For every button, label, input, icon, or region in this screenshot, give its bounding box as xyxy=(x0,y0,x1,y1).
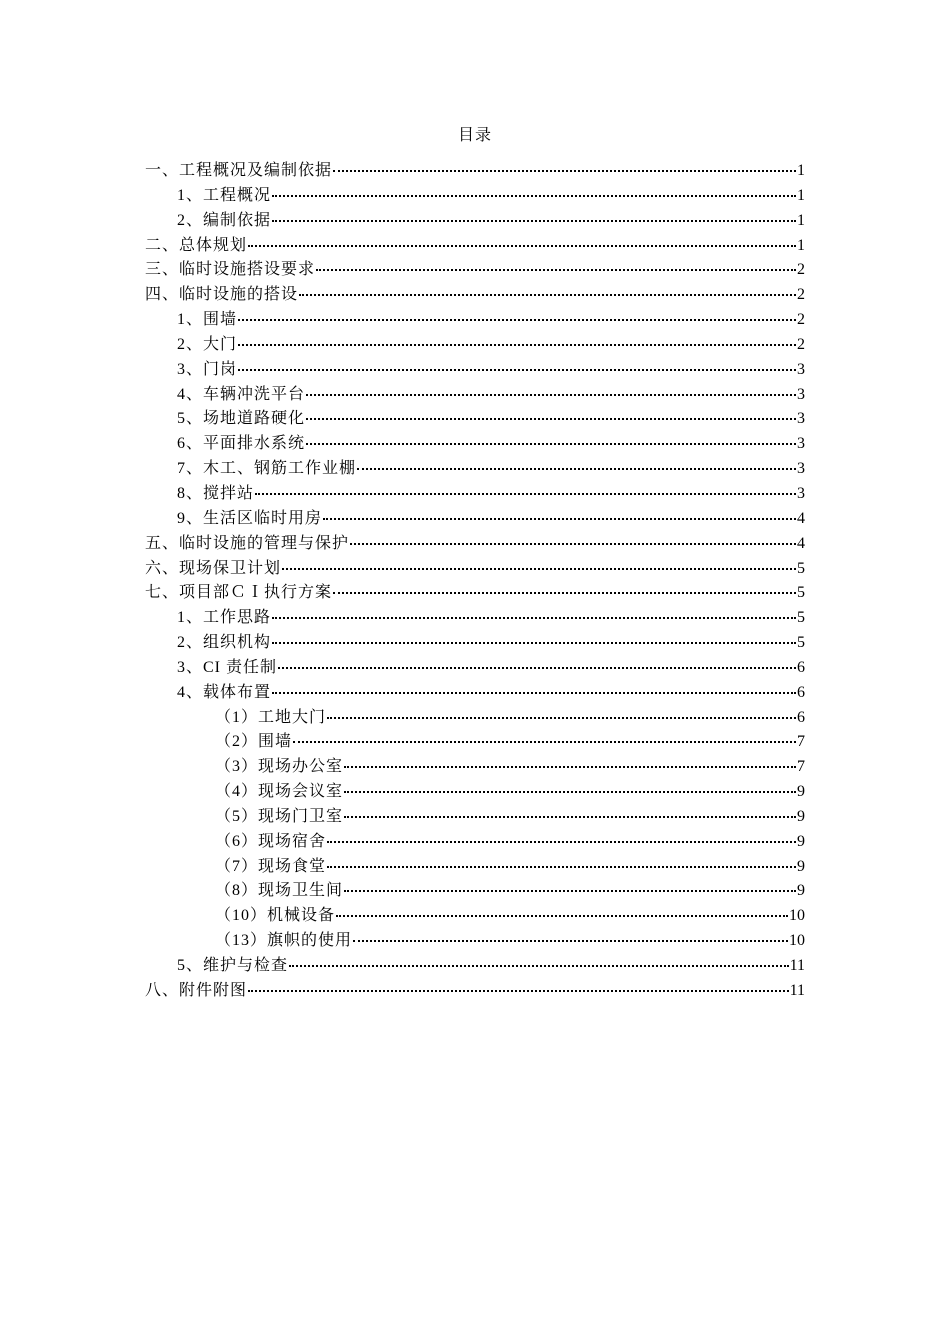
toc-entry[interactable] xyxy=(145,805,805,830)
toc-entry-label: （3）现场办公室 xyxy=(215,758,344,776)
toc-dot-leader xyxy=(289,965,789,967)
toc-entry[interactable] xyxy=(145,234,805,259)
toc-entry-page-number: 1 xyxy=(797,186,805,204)
toc-entry[interactable] xyxy=(145,407,805,432)
toc-entry-page-number: 1 xyxy=(797,211,805,229)
toc-entry-label: 一、工程概况及编制依据 xyxy=(145,162,333,179)
toc-entry-label: 4、载体布置 xyxy=(177,683,272,701)
toc-entry-label: （10）机械设备 xyxy=(215,907,336,925)
toc-dot-leader xyxy=(344,766,796,768)
toc-entry-label: （8）现场卫生间 xyxy=(215,882,344,900)
toc-dot-leader xyxy=(272,220,796,222)
toc-entry-page-number: 3 xyxy=(797,435,805,453)
toc-entry-label: 9、生活区临时用房 xyxy=(177,509,323,527)
toc-entry[interactable] xyxy=(145,432,805,457)
toc-entry[interactable] xyxy=(145,706,805,731)
toc-entry-page-number: 9 xyxy=(797,882,805,900)
toc-entry-page-number: 3 xyxy=(797,385,805,403)
table-of-contents xyxy=(145,159,805,1004)
toc-entry-page-number: 11 xyxy=(789,981,805,999)
toc-entry-page-number: 11 xyxy=(789,957,805,974)
toc-entry-page-number: 6 xyxy=(797,683,805,701)
toc-entry-page-number: 2 xyxy=(797,311,805,329)
toc-dot-leader xyxy=(333,592,796,594)
toc-entry-label: （7）现场食堂 xyxy=(215,857,327,875)
toc-entry[interactable] xyxy=(145,557,805,582)
toc-entry-page-number: 7 xyxy=(797,733,805,751)
toc-title: 目录 xyxy=(457,127,492,144)
toc-entry-label: 3、门岗 xyxy=(177,360,238,378)
toc-dot-leader xyxy=(333,170,796,172)
toc-entry-label: 5、维护与检查 xyxy=(177,957,289,974)
toc-entry-page-number: 1 xyxy=(797,236,805,254)
toc-entry-label: 1、工作思路 xyxy=(177,609,272,627)
toc-dot-leader xyxy=(248,245,796,247)
toc-entry-page-number: 1 xyxy=(797,162,805,179)
toc-dot-leader xyxy=(306,418,796,420)
toc-entry[interactable] xyxy=(145,855,805,880)
toc-entry-page-number: 2 xyxy=(797,286,805,304)
toc-entry[interactable] xyxy=(145,954,805,979)
toc-entry-label: 2、组织机构 xyxy=(177,634,272,652)
toc-dot-leader xyxy=(272,692,796,694)
toc-entry-page-number: 2 xyxy=(797,261,805,279)
toc-entry[interactable] xyxy=(145,532,805,557)
toc-entry[interactable] xyxy=(145,730,805,755)
toc-entry-label: 3、CI 责任制 xyxy=(177,658,278,676)
toc-dot-leader xyxy=(299,294,796,296)
toc-entry-label: 2、编制依据 xyxy=(177,211,272,229)
toc-entry[interactable] xyxy=(145,780,805,805)
toc-entry-label: 1、工程概况 xyxy=(177,186,272,204)
toc-entry-label: （2）围墙 xyxy=(215,733,293,751)
toc-dot-leader xyxy=(278,667,796,669)
toc-entry[interactable] xyxy=(145,830,805,855)
toc-entry[interactable] xyxy=(145,159,805,184)
toc-entry[interactable] xyxy=(145,358,805,383)
toc-entry-page-number: 10 xyxy=(789,932,805,950)
toc-entry-page-number: 3 xyxy=(797,410,805,428)
toc-dot-leader xyxy=(344,791,796,793)
toc-entry-page-number: 3 xyxy=(797,484,805,502)
toc-entry-page-number: 10 xyxy=(789,907,805,925)
toc-entry-label: 七、项目部ＣＩ执行方案 xyxy=(145,584,333,602)
toc-dot-leader xyxy=(272,617,796,619)
toc-entry[interactable] xyxy=(145,581,805,606)
toc-dot-leader xyxy=(238,319,796,321)
toc-entry-label: 5、场地道路硬化 xyxy=(177,410,306,428)
toc-entry[interactable] xyxy=(145,507,805,532)
toc-dot-leader xyxy=(327,866,796,868)
toc-dot-leader xyxy=(306,394,796,396)
toc-entry-page-number: 9 xyxy=(797,857,805,875)
toc-dot-leader xyxy=(316,269,796,271)
toc-entry-label: 6、平面排水系统 xyxy=(177,435,306,453)
toc-dot-leader xyxy=(272,195,796,197)
toc-entry-page-number: 9 xyxy=(797,783,805,801)
toc-entry[interactable] xyxy=(145,755,805,780)
toc-entry[interactable] xyxy=(145,879,805,904)
toc-entry[interactable] xyxy=(145,904,805,929)
toc-entry[interactable] xyxy=(145,631,805,656)
toc-entry[interactable] xyxy=(145,606,805,631)
toc-dot-leader xyxy=(344,816,796,818)
toc-entry-label: （1）工地大门 xyxy=(215,708,327,726)
toc-entry-page-number: 6 xyxy=(797,658,805,676)
toc-entry-page-number: 6 xyxy=(797,708,805,726)
toc-entry[interactable] xyxy=(145,482,805,507)
toc-dot-leader xyxy=(350,543,796,545)
toc-entry[interactable] xyxy=(145,209,805,234)
toc-entry-label: 三、临时设施搭设要求 xyxy=(145,261,316,279)
toc-entry-page-number: 2 xyxy=(797,335,805,353)
toc-entry-page-number: 4 xyxy=(797,534,805,552)
toc-entry-label: 四、临时设施的搭设 xyxy=(145,286,299,304)
toc-entry[interactable] xyxy=(145,457,805,482)
toc-entry-label: 4、车辆冲洗平台 xyxy=(177,385,306,403)
toc-entry-page-number: 9 xyxy=(797,807,805,825)
toc-entry-page-number: 5 xyxy=(797,609,805,627)
toc-entry-label: 二、总体规划 xyxy=(145,236,248,254)
toc-entry-label: 2、大门 xyxy=(177,335,238,353)
toc-dot-leader xyxy=(255,493,796,495)
toc-entry-label: 7、木工、钢筋工作业棚 xyxy=(177,460,357,478)
toc-dot-leader xyxy=(238,344,796,346)
toc-dot-leader xyxy=(306,443,796,445)
toc-dot-leader xyxy=(327,717,796,719)
toc-entry[interactable] xyxy=(145,283,805,308)
toc-entry-label: 五、临时设施的管理与保护 xyxy=(145,534,350,552)
toc-entry-label: （4）现场会议室 xyxy=(215,783,344,801)
toc-entry-page-number: 3 xyxy=(797,360,805,378)
toc-entry-label: 1、围墙 xyxy=(177,311,238,329)
toc-dot-leader xyxy=(327,841,796,843)
toc-entry[interactable] xyxy=(145,308,805,333)
toc-entry[interactable] xyxy=(145,656,805,681)
toc-dot-leader xyxy=(282,568,796,570)
toc-dot-leader xyxy=(323,518,796,520)
toc-entry-label: （5）现场门卫室 xyxy=(215,807,344,825)
toc-entry[interactable] xyxy=(145,929,805,954)
toc-dot-leader xyxy=(238,369,796,371)
toc-dot-leader xyxy=(272,642,796,644)
toc-entry-page-number: 4 xyxy=(797,509,805,527)
toc-entry-label: 六、现场保卫计划 xyxy=(145,559,282,577)
toc-entry-page-number: 5 xyxy=(797,559,805,577)
toc-dot-leader xyxy=(353,940,788,942)
toc-entry-label: （6）现场宿舍 xyxy=(215,832,327,850)
toc-entry[interactable] xyxy=(145,681,805,706)
toc-dot-leader xyxy=(336,915,788,917)
toc-entry-page-number: 9 xyxy=(797,832,805,850)
toc-entry-label: 八、附件附图 xyxy=(145,981,248,999)
toc-entry-label: 8、搅拌站 xyxy=(177,484,255,502)
toc-entry-label: （13）旗帜的使用 xyxy=(215,932,353,950)
toc-dot-leader xyxy=(248,990,789,992)
toc-entry[interactable] xyxy=(145,258,805,283)
toc-entry-page-number: 3 xyxy=(797,460,805,478)
toc-dot-leader xyxy=(344,890,796,892)
toc-entry-page-number: 5 xyxy=(797,584,805,602)
toc-entry[interactable] xyxy=(145,383,805,408)
toc-dot-leader xyxy=(357,468,796,470)
toc-entry[interactable] xyxy=(145,979,805,1004)
toc-entry-page-number: 5 xyxy=(797,634,805,652)
toc-entry[interactable] xyxy=(145,184,805,209)
toc-entry-page-number: 7 xyxy=(797,758,805,776)
toc-entry[interactable] xyxy=(145,333,805,358)
toc-dot-leader xyxy=(293,741,796,743)
